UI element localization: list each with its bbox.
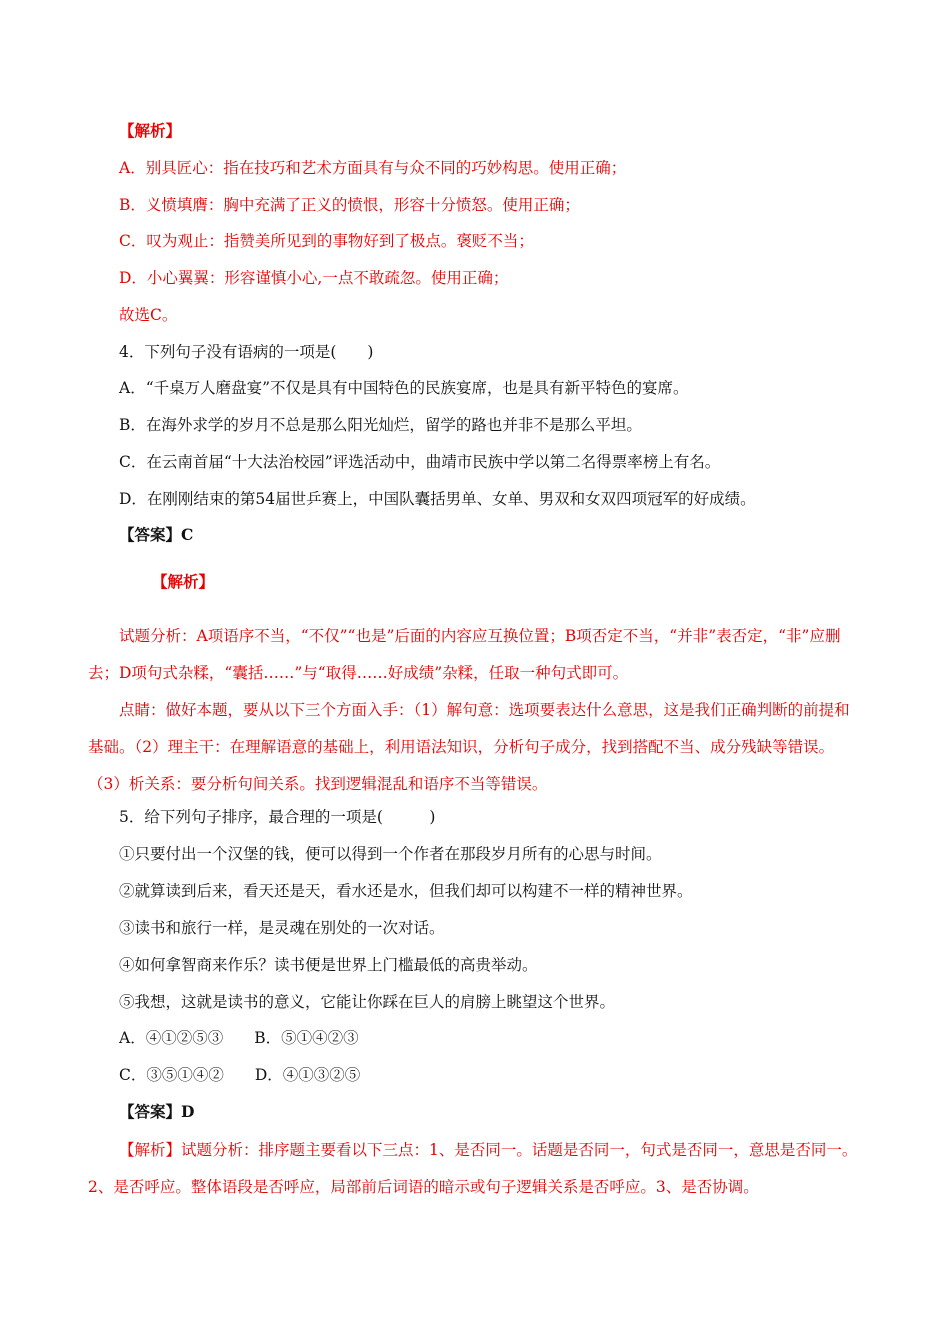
q5-analysis-paragraph: 【解析】试题分析：排序题主要看以下三点：1、是否同一。话题是否同一，句式是否同一，意思是否同一。2、是否呼应。整体语段是否呼应，局部前后词语的暗示或句子逻辑关系是否呼应。3、是否协调。 <box>88 1141 858 1196</box>
question-4: 4．下列句子没有语病的一项是( ) <box>119 343 374 361</box>
q4-option-d: D．在刚刚结束的第54届世乒赛上，中国队囊括男单、女单、男双和女双四项冠军的好成绩。 <box>119 490 756 508</box>
q4-option-c: C．在云南首届“十大法治校园”评选活动中，曲靖市民族中学以第二名得票率榜上有名。 <box>119 453 721 471</box>
analysis-line-a: A．别具匠心：指在技巧和艺术方面具有与众不同的巧妙构思。使用正确； <box>119 159 627 177</box>
q5-sentence-1: ①只要付出一个汉堡的钱，便可以得到一个作者在那段岁月所有的心思与时间。 <box>119 845 662 863</box>
analysis-line-c: C．叹为观止：指赞美所见到的事物好到了极点。褒贬不当； <box>119 232 534 250</box>
analysis-line-d: D．小心翼翼：形容谨慎小心,一点不敢疏忽。使用正确； <box>119 269 509 287</box>
q5-sentence-4: ④如何拿智商来作乐？读书便是世界上门槛最低的高贵举动。 <box>119 956 538 974</box>
question-5: 5．给下列句子排序，最合理的一项是( ) <box>119 808 436 826</box>
q4-analysis-paragraph: 试题分析：A项语序不当，“不仅”“也是”后面的内容应互换位置；B项否定不当，“并非”表否定，“非”应删去；D项句式杂糅，“囊括……”与“取得……好成绩”杂糅，任取一种句式即可。 <box>88 627 841 682</box>
q5-sentence-2: ②就算读到后来，看天还是天，看水还是水，但我们却可以构建不一样的精神世界。 <box>119 882 693 900</box>
q4-answer: 【答案】C <box>119 525 194 544</box>
q5-options-row-2: C．③⑤①④② D．④①③②⑤ <box>119 1066 361 1084</box>
analysis-heading: 【解析】 <box>119 121 182 140</box>
q4-tip-paragraph: 点睛：做好本题，要从以下三个方面入手：（1）解句意：选项要表达什么意思，这是我们正确判断的前提和基础。（2）理主干：在理解语意的基础上，利用语法知识，分析句子成分，找到搭配不当、成分残缺等错误。（3）析关系：要分析句间关系。找到逻辑混乱和语序不当等错误。 <box>88 701 850 793</box>
q5-options-row-1: A．④①②⑤③ B．⑤①④②③ <box>119 1029 359 1047</box>
analysis-conclusion: 故选C。 <box>119 306 178 324</box>
q5-sentence-3: ③读书和旅行一样，是灵魂在别处的一次对话。 <box>119 919 445 937</box>
q5-answer: 【答案】D <box>119 1102 195 1121</box>
q5-sentence-5: ⑤我想，这就是读书的意义，它能让你踩在巨人的肩膀上眺望这个世界。 <box>119 993 616 1011</box>
q4-option-a: A．“千桌万人磨盘宴”不仅是具有中国特色的民族宴席，也是具有新平特色的宴席。 <box>119 379 689 397</box>
analysis-line-b: B．义愤填膺：胸中充满了正义的愤恨，形容十分愤怒。使用正确； <box>119 196 580 214</box>
q4-analysis-heading: 【解析】 <box>152 572 215 591</box>
q4-option-b: B．在海外求学的岁月不总是那么阳光灿烂，留学的路也并非不是那么平坦。 <box>119 416 642 434</box>
